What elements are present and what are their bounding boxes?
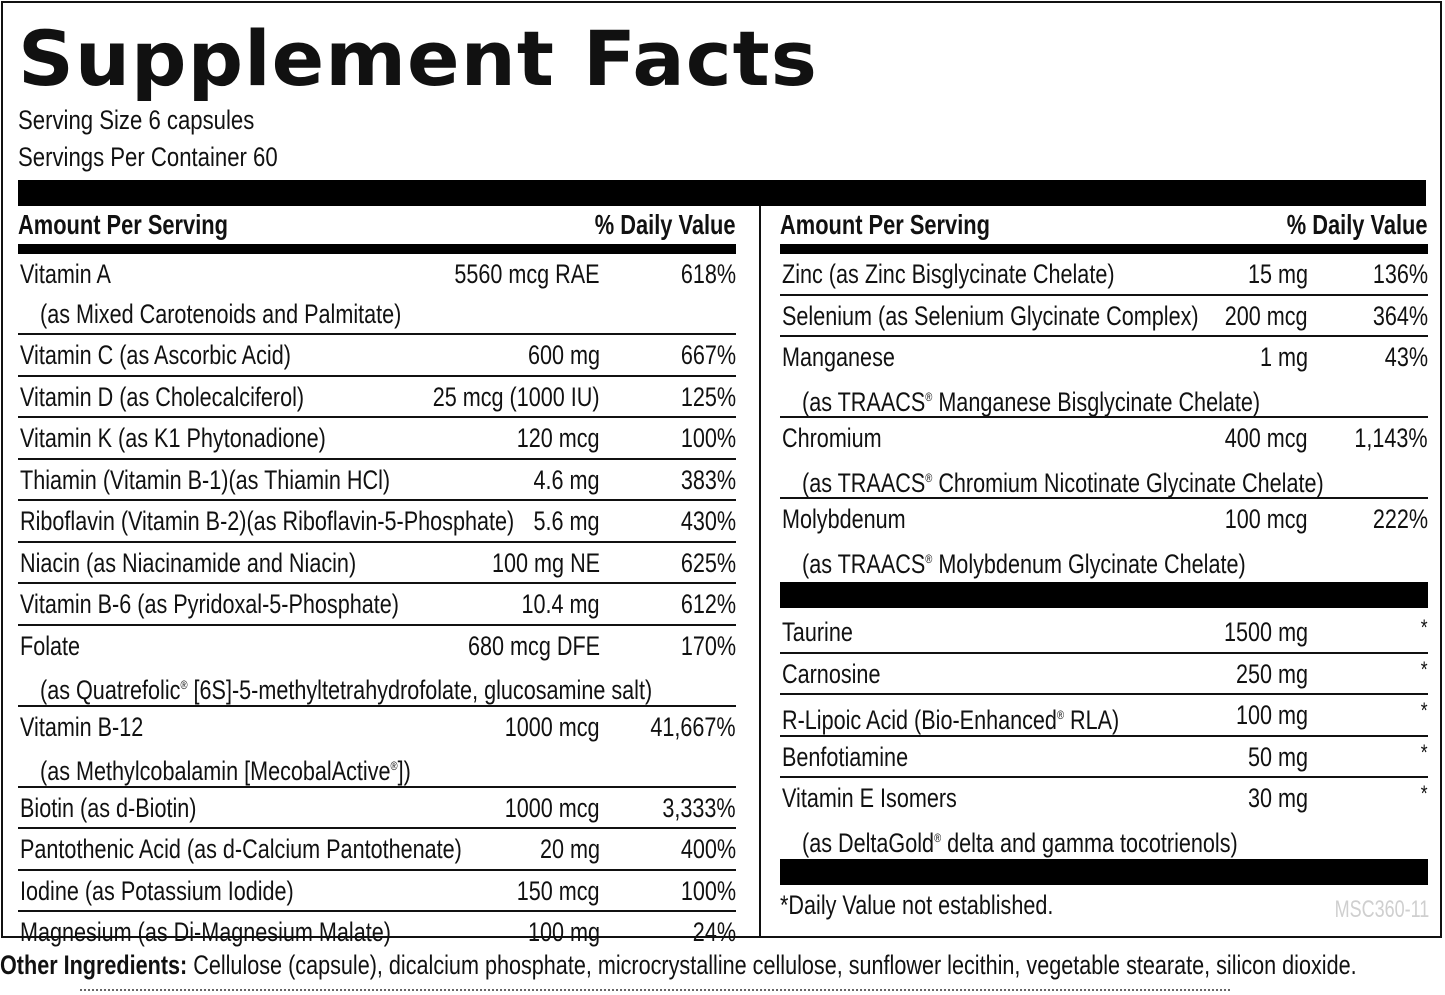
- nutrient-name: Folate: [20, 630, 81, 661]
- nutrient-name: Selenium (as Selenium Glycinate Complex): [782, 300, 1199, 331]
- nutrient-name: R-Lipoic Acid (Bio-Enhanced® RLA): [782, 705, 1120, 735]
- other-nutrient-list: [780, 612, 1428, 857]
- header-rule: [18, 244, 736, 254]
- other-ingredients-text: Cellulose (capsule), dicalcium phosphate, microcrystalline cellulose, sunflower lecithin, vegetable stearate, silicon dioxide.: [187, 950, 1357, 980]
- nutrient-source: (as TRAACS® Chromium Nicotinate Glycinate Chelate): [802, 467, 1324, 498]
- nutrient-name: Riboflavin (Vitamin B-2)(as Riboflavin-5-Phosphate): [20, 506, 515, 536]
- nutrient-row: [780, 254, 1428, 296]
- nutrient-amount: 100 mcg: [1225, 504, 1308, 534]
- nutrient-row: [18, 501, 736, 543]
- nutrient-daily-value: 618%: [680, 259, 736, 289]
- label-code: MSC360-11: [1334, 896, 1429, 923]
- nutrient-name: Zinc (as Zinc Bisglycinate Chelate): [782, 259, 1115, 289]
- nutrient-source: (as TRAACS® Molybdenum Glycinate Chelate): [802, 548, 1246, 579]
- footer-thick-rule: [780, 859, 1428, 885]
- top-thick-rule: [18, 180, 1426, 206]
- nutrient-daily-value: 383%: [680, 464, 736, 495]
- amount-per-serving-header: Amount Per Serving: [780, 209, 990, 240]
- nutrient-name: Iodine (as Potassium Iodide): [20, 875, 294, 906]
- nutrient-source: (as Methylcobalamin [MecobalActive®]): [40, 756, 411, 786]
- nutrient-daily-value: *: [1421, 615, 1428, 640]
- label-title: Supplement Facts: [18, 14, 818, 103]
- nutrient-amount: 30 mg: [1247, 783, 1308, 813]
- nutrient-amount: 25 mcg (1000 IU): [433, 381, 600, 412]
- nutrient-amount: 4.6 mg: [533, 464, 600, 495]
- nutrient-daily-value: 136%: [1372, 259, 1428, 289]
- nutrient-name: Magnesium (as Di-Magnesium Malate): [20, 917, 391, 947]
- nutrient-name: Benfotiamine: [782, 741, 909, 772]
- nutrient-daily-value: *: [1421, 781, 1428, 806]
- nutrient-row: [780, 418, 1428, 499]
- nutrient-row: [18, 254, 736, 335]
- nutrient-daily-value: 24%: [692, 917, 736, 947]
- nutrient-row: [18, 788, 736, 830]
- nutrient-name: Manganese: [782, 342, 895, 372]
- nutrient-row: [780, 654, 1428, 696]
- nutrient-amount: 100 mg: [527, 917, 600, 947]
- nutrient-name: Vitamin B-6 (as Pyridoxal-5-Phosphate): [20, 589, 399, 619]
- nutrient-amount: 20 mg: [539, 834, 600, 864]
- nutrient-row: [18, 377, 736, 419]
- nutrient-amount: 200 mcg: [1225, 300, 1308, 331]
- nutrient-row: [18, 871, 736, 913]
- nutrient-name: Molybdenum: [782, 504, 906, 534]
- nutrient-daily-value: 625%: [680, 547, 736, 578]
- nutrient-name: Thiamin (Vitamin B-1)(as Thiamin HCl): [20, 464, 391, 495]
- nutrient-daily-value: 430%: [680, 506, 736, 536]
- nutrient-amount: 5560 mcg RAE: [454, 259, 600, 289]
- nutrient-name: Vitamin B-12: [20, 711, 144, 742]
- nutrient-name: Vitamin D (as Cholecalciferol): [20, 381, 305, 412]
- nutrient-row: [18, 829, 736, 871]
- nutrient-daily-value: 170%: [680, 630, 736, 661]
- daily-value-header: % Daily Value: [1287, 209, 1428, 240]
- nutrient-daily-value: 41,667%: [650, 711, 736, 742]
- nutrient-daily-value: 612%: [680, 589, 736, 619]
- nutrient-daily-value: 364%: [1372, 300, 1428, 331]
- nutrient-amount: 1500 mg: [1223, 617, 1308, 647]
- nutrient-amount: 50 mg: [1247, 741, 1308, 772]
- servings-per-container: Servings Per Container 60: [18, 142, 278, 172]
- nutrient-daily-value: 100%: [680, 875, 736, 906]
- nutrient-amount: 400 mcg: [1225, 423, 1308, 453]
- nutrient-row: [18, 707, 736, 788]
- left-nutrient-column: [18, 206, 736, 952]
- nutrient-row: [780, 337, 1428, 418]
- nutrient-source: (as Mixed Carotenoids and Palmitate): [40, 298, 402, 329]
- nutrient-row: [780, 296, 1428, 338]
- nutrient-name: Vitamin C (as Ascorbic Acid): [20, 340, 291, 370]
- nutrient-amount: 600 mg: [527, 340, 600, 370]
- nutrient-daily-value: 3,333%: [662, 792, 736, 823]
- nutrient-amount: 100 mg NE: [491, 547, 600, 578]
- nutrient-row: [780, 612, 1428, 654]
- nutrient-daily-value: *: [1421, 739, 1428, 765]
- nutrient-daily-value: 400%: [680, 834, 736, 864]
- nutrient-daily-value: 222%: [1372, 504, 1428, 534]
- column-header: [18, 206, 736, 244]
- other-ingredients: [0, 946, 1357, 984]
- clipped-text-line: [80, 986, 1230, 995]
- nutrient-amount: 15 mg: [1247, 259, 1308, 289]
- nutrient-row: [18, 460, 736, 502]
- nutrient-amount: 250 mg: [1235, 658, 1308, 689]
- daily-value-footnote: *Daily Value not established.: [780, 890, 1054, 920]
- nutrient-amount: 1000 mcg: [505, 792, 600, 823]
- nutrient-daily-value: 125%: [680, 381, 736, 412]
- header-rule: [780, 244, 1428, 254]
- nutrient-amount: 150 mcg: [517, 875, 600, 906]
- other-ingredients-label: Other Ingredients:: [0, 950, 188, 980]
- nutrient-name: Vitamin K (as K1 Phytonadione): [20, 423, 326, 453]
- nutrient-row: [780, 695, 1428, 737]
- nutrient-daily-value: 100%: [680, 423, 736, 453]
- nutrient-daily-value: 667%: [680, 340, 736, 370]
- nutrient-daily-value: *: [1421, 698, 1428, 723]
- serving-size: Serving Size 6 capsules: [18, 105, 255, 135]
- nutrient-row: [18, 626, 736, 707]
- nutrient-amount: 1 mg: [1259, 342, 1308, 372]
- nutrient-row: [18, 543, 736, 585]
- nutrient-name: Niacin (as Niacinamide and Niacin): [20, 547, 357, 578]
- nutrient-name: Pantothenic Acid (as d-Calcium Pantothenate): [20, 834, 462, 864]
- mineral-list: [780, 254, 1428, 578]
- nutrient-amount: 680 mcg DFE: [467, 630, 600, 661]
- column-divider: [759, 206, 761, 938]
- nutrient-row: [780, 737, 1428, 779]
- nutrient-name: Taurine: [782, 617, 853, 647]
- right-nutrient-column: [780, 206, 1428, 925]
- column-header: [780, 206, 1428, 244]
- nutrient-row: [780, 778, 1428, 857]
- nutrient-name: Chromium: [782, 423, 882, 453]
- nutrient-name: Biotin (as d-Biotin): [20, 792, 197, 823]
- left-nutrient-list: [18, 254, 736, 952]
- nutrient-amount: 1000 mcg: [505, 711, 600, 742]
- nutrient-daily-value: *: [1421, 656, 1428, 682]
- amount-per-serving-header: Amount Per Serving: [18, 209, 228, 240]
- nutrient-amount: 120 mcg: [517, 423, 600, 453]
- nutrient-daily-value: 1,143%: [1354, 423, 1428, 453]
- section-thick-rule: [780, 582, 1428, 608]
- nutrient-source: (as TRAACS® Manganese Bisglycinate Chelate): [802, 386, 1261, 417]
- nutrient-amount: 100 mg: [1235, 700, 1308, 730]
- daily-value-header: % Daily Value: [595, 209, 736, 240]
- nutrient-amount: 5.6 mg: [533, 506, 600, 536]
- nutrient-amount: 10.4 mg: [521, 589, 600, 619]
- nutrient-source: (as DeltaGold® delta and gamma tocotrienols): [802, 827, 1238, 858]
- nutrient-row: [18, 584, 736, 626]
- nutrient-source: (as Quatrefolic® [6S]-5-methyltetrahydrofolate, glucosamine salt): [40, 675, 653, 705]
- nutrient-name: Vitamin E Isomers: [782, 783, 957, 813]
- nutrient-row: [18, 418, 736, 460]
- nutrient-daily-value: 43%: [1384, 342, 1428, 372]
- nutrient-name: Carnosine: [782, 658, 881, 689]
- nutrient-name: Vitamin A: [20, 259, 111, 289]
- nutrient-row: [780, 499, 1428, 578]
- nutrient-row: [18, 335, 736, 377]
